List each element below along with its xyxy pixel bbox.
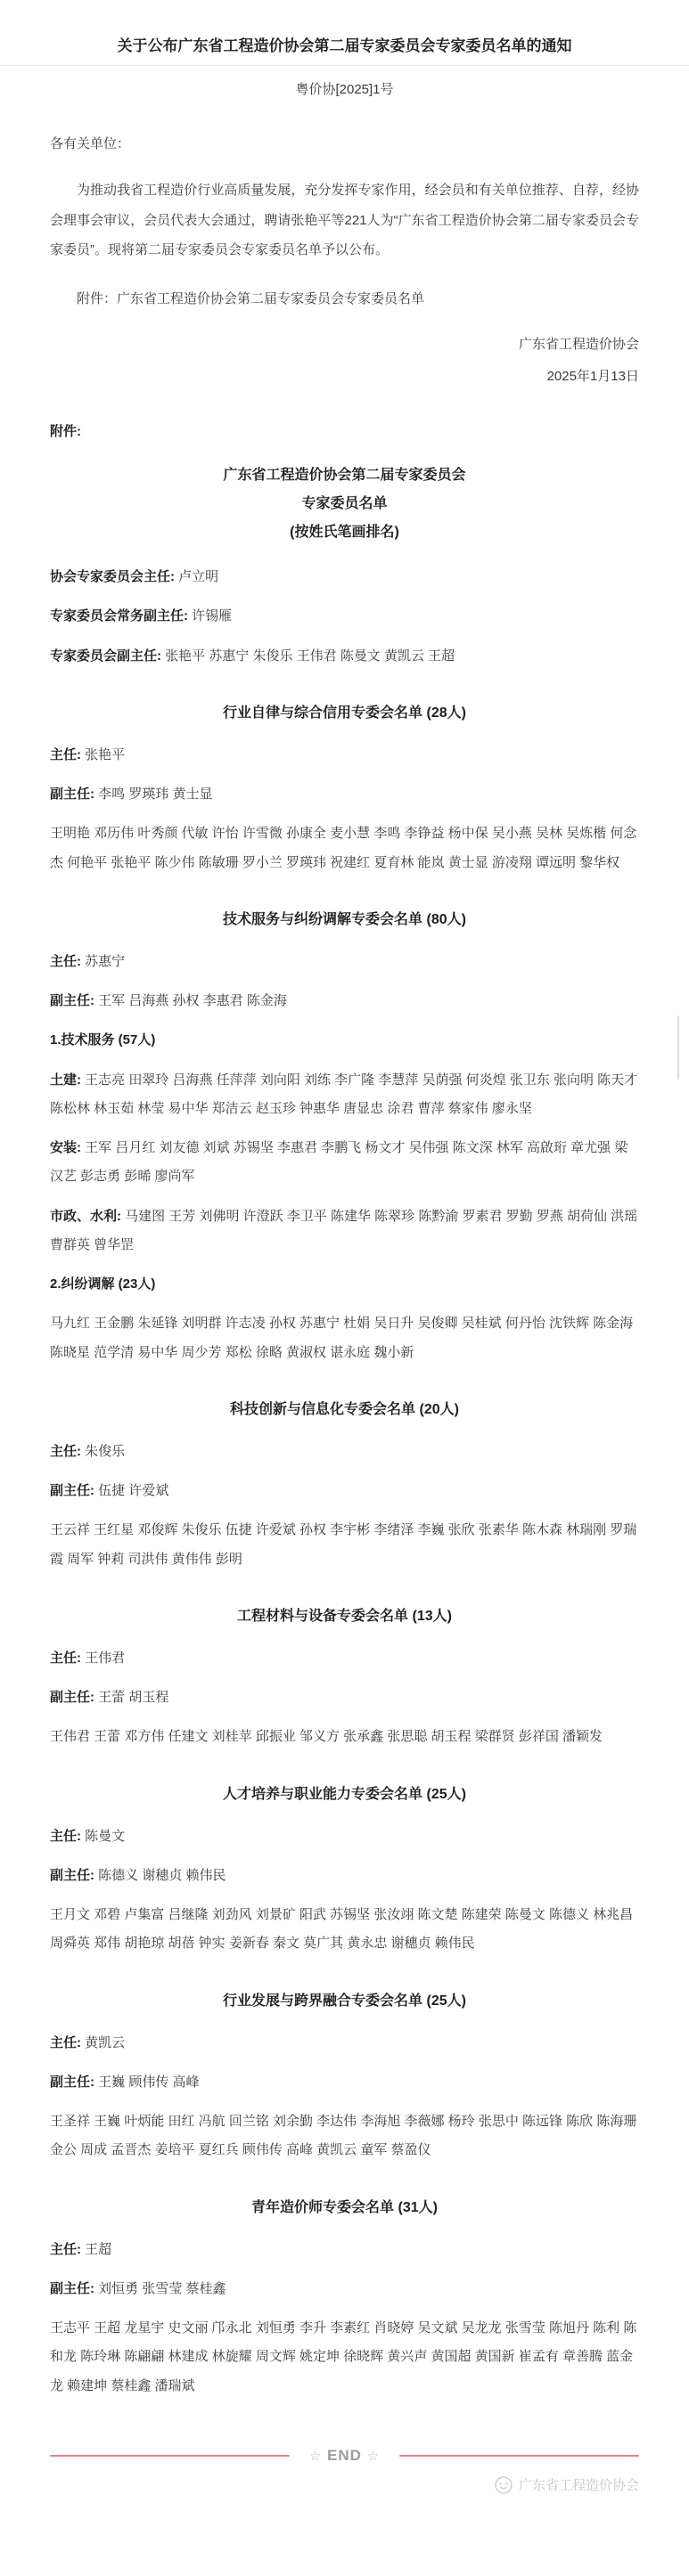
row-label: 副主任: [50, 2074, 99, 2090]
member-row [50, 2314, 639, 2401]
group-subheading [50, 1270, 639, 1299]
member-names: 李鸣 罗瑛玮 黄士显 [98, 787, 213, 803]
notice-body-paragraph: 为推动我省工程造价行业高质量发展，充分发挥专家作用，经会员和有关单位推荐、自荐，经协会理事会审议，会员代表大会通过，聘请张艳平等221人为“广东省工程造价协会第二届专家委员会专家委员”。现将第二届专家委员会专家委员名单予以公布。 [50, 182, 639, 258]
member-names: 马九红 王金鹏 朱延锋 刘明群 许志凌 孙权 苏惠宁 杜娟 吴日升 吴俊卿 吴桂斌 何丹怡 沈铁辉 陈金海 陈晓星 范学清 易中华 周少芳 郑松 徐略 黄淑权 谌永庭 魏小新 [50, 1316, 634, 1360]
top-divider [0, 65, 689, 66]
member-row [50, 1901, 639, 1959]
member-names: 王蕾 胡玉程 [98, 1690, 169, 1706]
member-names: 卢立明 [178, 569, 219, 585]
row-label: 主任: [50, 1828, 86, 1844]
member-names: 王志亮 田翠玲 吕海燕 任萍萍 刘向阳 刘练 李广隆 李慧萍 吴荫强 何炎煌 张卫东 张向明 陈天才 陈松林 林玉茹 林莹 易中华 郑洁云 赵玉珍 钟惠华 唐显忠 涂君 曹萍 蔡家伟 廖永坚 [50, 1072, 638, 1116]
member-row [50, 1723, 639, 1751]
member-row-labeled [50, 1644, 639, 1673]
member-row-labeled [50, 1066, 639, 1124]
doc-number: 粤价协[2025]1号 [295, 81, 394, 97]
member-row-labeled [50, 1477, 639, 1505]
member-names: 许锡雁 [192, 608, 233, 624]
member-row-labeled [50, 1862, 639, 1890]
committee-title: 人才培养与职业能力专委会名单 (25人) [223, 1786, 466, 1802]
row-label: 2.纠纷调解 (23人) [50, 1276, 156, 1292]
row-label: 主任: [50, 953, 86, 969]
row-label: 副主任: [50, 1483, 99, 1499]
footer-credit [50, 2475, 639, 2495]
committee-title: 青年造价师专委会名单 (31人) [251, 2199, 438, 2215]
row-label: 1.技术服务 (57人) [50, 1032, 156, 1048]
member-names: 王志平 王超 龙星宇 史文丽 邝永北 刘恒勇 李升 李素红 肖晓婷 吴文斌 吴龙龙 张雪莹 陈旭丹 陈利 陈和龙 陈玲琳 陈翩翩 林建成 林旋耀 周文辉 姚定坤 徐晓辉 黄兴声 黄国超 黄国新 崔孟有 章善腾 蓝金龙 赖建坤 蔡桂鑫 潘瑞斌 [50, 2320, 637, 2393]
member-row-labeled [50, 1822, 639, 1851]
row-label: 专家委员会常务副主任: [50, 608, 193, 624]
committee-title: 行业自律与综合信用专委会名单 (28人) [223, 705, 466, 721]
end-label [290, 2447, 399, 2465]
member-row-labeled [50, 2068, 639, 2097]
signature-org: 广东省工程造价协会 [518, 337, 639, 353]
committee-title: 科技创新与信息化专委会名单 (20人) [230, 1401, 459, 1417]
footer-credit-text: 广东省工程造价协会 [518, 2478, 639, 2494]
member-names: 苏惠宁 [85, 953, 126, 969]
committee-title: 工程材料与设备专委会名单 (13人) [237, 1608, 452, 1624]
leaders-list [50, 563, 639, 671]
scrollbar-thumb[interactable] [677, 1015, 679, 1080]
member-row-labeled [50, 1202, 639, 1260]
attachment-reference: 附件：广东省工程造价协会第二届专家委员会专家委员名单 [77, 291, 425, 307]
row-label: 安装: [50, 1140, 86, 1156]
member-row-labeled [50, 1134, 639, 1192]
attachment-label: 附件: [50, 424, 81, 440]
star-icon: ☆ [308, 2448, 323, 2464]
row-label: 副主任: [50, 1690, 99, 1706]
member-names: 马建图 王芳 刘佛明 许澄跃 李卫平 陈建华 陈翠珍 陈黔渝 罗素君 罗勤 罗燕 胡荷仙 洪瑶 曹群英 曾华罡 [50, 1208, 638, 1252]
committee-title: 行业发展与跨界融合专委会名单 (25人) [223, 1993, 466, 2009]
member-row-labeled [50, 2275, 639, 2303]
end-divider [50, 2447, 639, 2465]
row-label: 市政、水利: [50, 1208, 126, 1224]
end-text: END [327, 2446, 362, 2464]
member-names: 陈曼文 [85, 1828, 126, 1844]
member-row-labeled [50, 780, 639, 809]
member-row [50, 819, 639, 877]
member-names: 王超 [85, 2241, 112, 2257]
notice-document [0, 36, 689, 2495]
member-names: 王明艳 邓历伟 叶秀颜 代敏 许怡 许雪微 孙康全 麦小慧 李鸣 李铮益 杨中保 吴小燕 吴林 吴炼楷 何念杰 何艳平 张艳平 陈少伟 陈敏珊 罗小兰 罗瑛玮 祝建红 夏育林 能岚 黄士显 游凌翔 谭远明 黎华权 [50, 826, 637, 870]
row-label: 主任: [50, 2241, 86, 2257]
row-label: 副主任: [50, 1867, 99, 1883]
member-names: 刘恒勇 张雪莹 蔡桂鑫 [98, 2280, 226, 2296]
row-label: 主任: [50, 746, 86, 762]
attachment-title-line2: 专家委员名单 [301, 496, 388, 512]
member-row [50, 1516, 639, 1574]
member-names: 张艳平 [85, 746, 126, 762]
row-label: 主任: [50, 2034, 86, 2050]
attachment-title-line1: 广东省工程造价协会第二届专家委员会 [223, 468, 466, 484]
member-row-labeled [50, 2236, 639, 2264]
row-label: 副主任: [50, 993, 99, 1009]
row-label: 主任: [50, 1650, 86, 1666]
member-row-labeled [50, 741, 639, 770]
salutation: 各有关单位： [50, 135, 131, 151]
member-row [50, 2107, 639, 2165]
row-label: 协会专家委员会主任: [50, 569, 179, 585]
group-subheading [50, 1026, 639, 1055]
leader-row [50, 563, 639, 591]
member-names: 张艳平 苏惠宁 朱俊乐 王伟君 陈曼文 黄凯云 王超 [165, 648, 455, 664]
association-logo-icon [494, 2475, 513, 2495]
member-row-labeled [50, 987, 639, 1015]
member-names: 王伟君 [85, 1650, 126, 1666]
row-label: 副主任: [50, 2280, 99, 2296]
member-row-labeled [50, 1438, 639, 1466]
member-names: 王军 吕月红 刘友德 刘斌 苏锡坚 李惠君 李鹏飞 杨文才 吴伟强 陈文深 林军 高啟珩 章尤强 梁汉艺 彭志勇 彭晞 廖尚军 [50, 1140, 628, 1185]
member-row-labeled [50, 948, 639, 976]
row-label: 专家委员会副主任: [50, 648, 166, 664]
member-names: 黄凯云 [85, 2034, 126, 2050]
member-names: 王伟君 王蕾 邓方伟 任建文 刘桂苹 邱振业 邹义方 张承鑫 张思聪 胡玉程 梁群贤 彭祥国 潘颖发 [50, 1729, 603, 1745]
committees-list [50, 701, 639, 2401]
member-names: 陈德义 谢穗贞 赖伟民 [98, 1867, 226, 1883]
member-row-labeled [50, 2029, 639, 2058]
sort-note: (按姓氏笔画排名) [290, 525, 399, 541]
member-names: 朱俊乐 [85, 1443, 126, 1459]
leader-row [50, 602, 639, 631]
row-label: 主任: [50, 1443, 86, 1459]
star-icon: ☆ [366, 2448, 381, 2464]
signature-date: 2025年1月13日 [546, 369, 639, 385]
member-names: 王巍 顾伟传 高峰 [98, 2074, 200, 2090]
row-label: 副主任: [50, 787, 99, 803]
row-label: 土建: [50, 1072, 86, 1088]
member-row-labeled [50, 1683, 639, 1712]
end-divider-right-line [399, 2455, 639, 2457]
page-title: 关于公布广东省工程造价协会第二届专家委员会专家委员名单的通知 [117, 37, 572, 54]
member-names: 王云祥 王红星 邓俊辉 朱俊乐 伍捷 许爱斌 孙权 李宇彬 李绪泽 李巍 张欣 张素华 陈木森 林瑞刚 罗瑞霞 周军 钟莉 司洪伟 黄伟伟 彭明 [50, 1522, 637, 1567]
committee-title: 技术服务与纠纷调解专委会名单 (80人) [223, 911, 466, 927]
member-names: 王圣祥 王巍 叶炳能 田红 冯航 回兰铭 刘余勤 李达伟 李海旭 李薇娜 杨玲 张思中 陈远锋 陈欣 陈海珊 金公 周成 孟晋杰 姜培平 夏红兵 顾伟传 高峰 黄凯云 童军 蔡盈仪 [50, 2114, 637, 2158]
leader-row [50, 642, 639, 671]
member-names: 王月文 邓碧 卢集富 吕继隆 刘劲风 刘景矿 阳武 苏锡坚 张汝翊 陈文楚 陈建荣 陈曼文 陈德义 林兆昌 周舜英 郑伟 胡艳琼 胡蓓 钟实 姜新春 秦文 莫广其 黄永忠 谢穗贞 赖伟民 [50, 1907, 634, 1952]
member-names: 王军 吕海燕 孙权 李惠君 陈金海 [98, 993, 287, 1009]
member-row [50, 1309, 639, 1367]
member-names: 伍捷 许爱斌 [98, 1483, 169, 1499]
end-divider-left-line [50, 2455, 290, 2457]
